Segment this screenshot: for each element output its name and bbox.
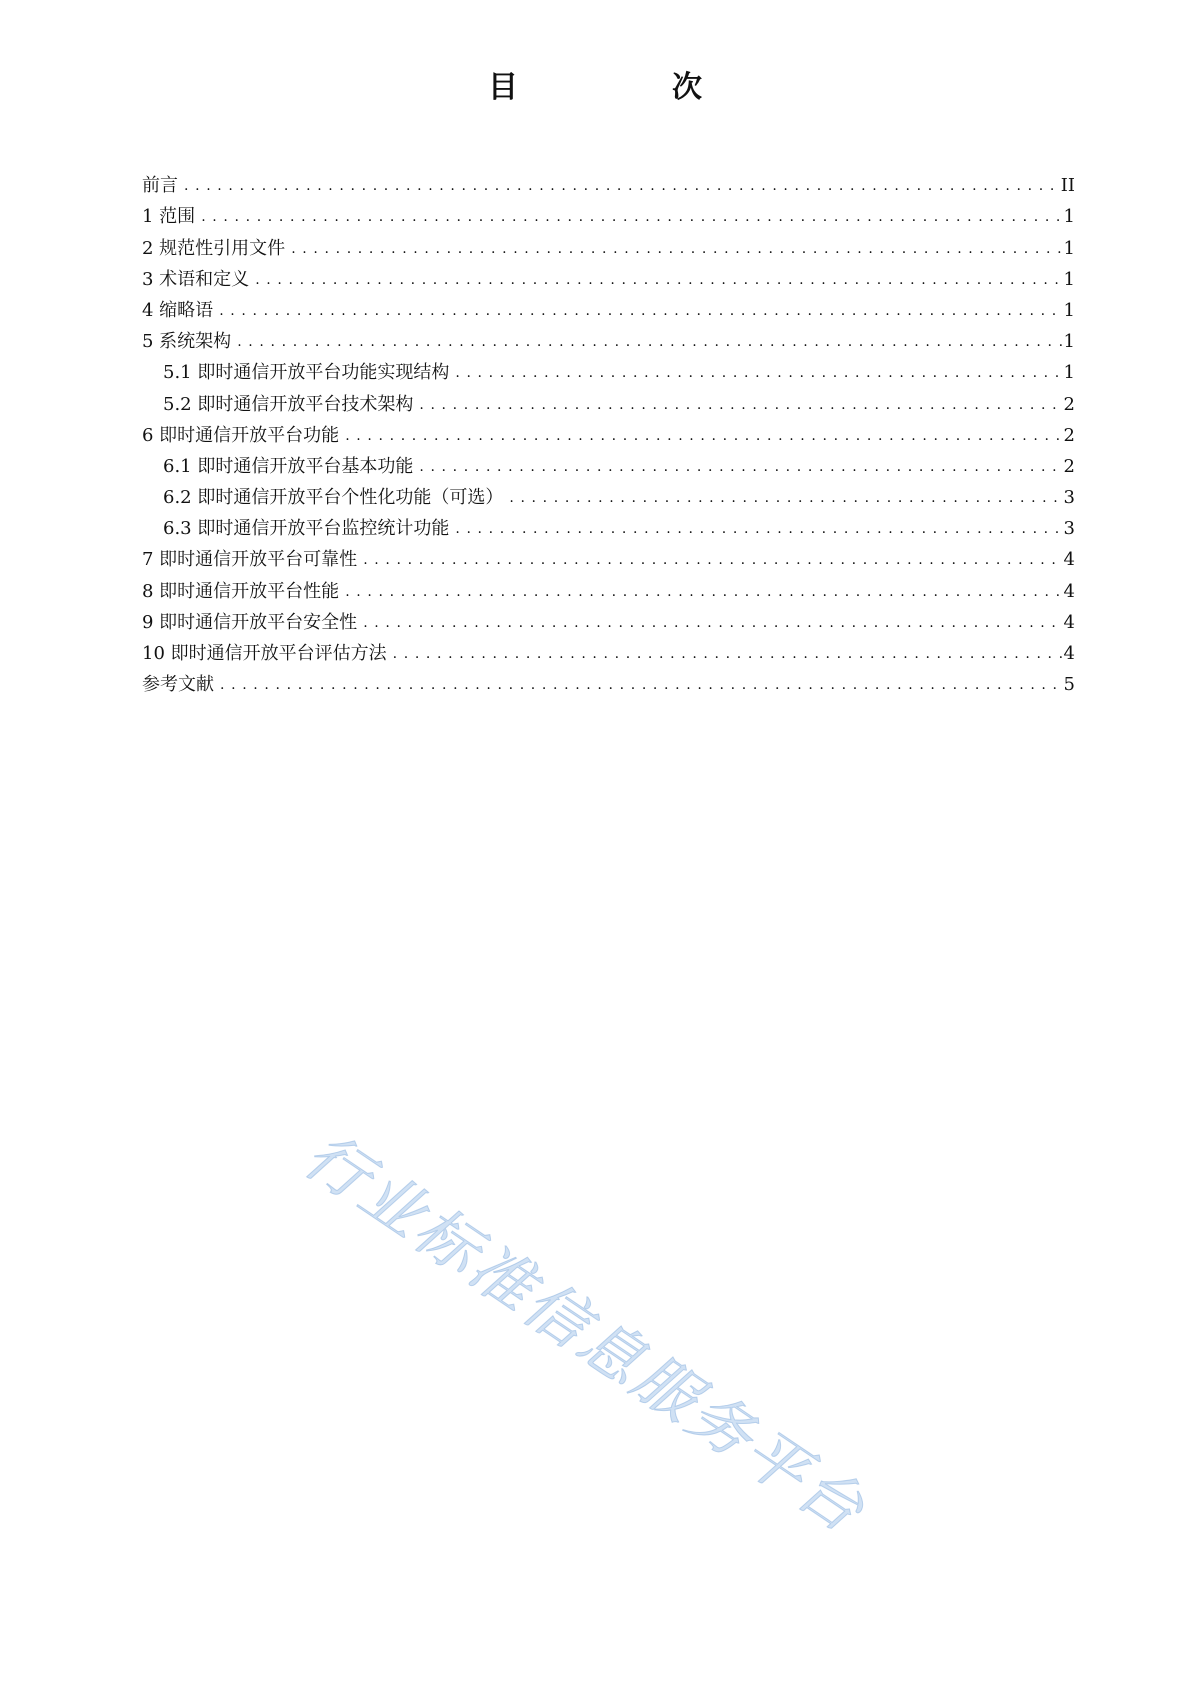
toc-entry[interactable] <box>142 384 1075 415</box>
toc-entry-label: 9 即时通信开放平台安全性 <box>142 611 358 633</box>
toc-entry-page-number: 4 <box>1063 549 1075 571</box>
toc-entry[interactable] <box>142 228 1075 259</box>
toc-leader-dots <box>509 487 1061 509</box>
toc-entry[interactable] <box>142 197 1075 228</box>
toc-entry-label: 1 范围 <box>142 206 196 228</box>
toc-entry-label: 3 术语和定义 <box>142 268 250 290</box>
toc-leader-dots <box>201 206 1061 228</box>
toc-leader-dots <box>345 581 1061 603</box>
page-title: 目 次 <box>488 70 764 105</box>
toc-entry-page-number: 1 <box>1063 206 1075 228</box>
toc-entry-label: 5 系统架构 <box>142 331 232 353</box>
toc-leader-dots <box>393 643 1062 665</box>
toc-entry[interactable] <box>142 634 1075 665</box>
toc-leader-dots <box>291 238 1061 260</box>
toc-entry[interactable] <box>142 478 1075 509</box>
toc-entry-page-number: 1 <box>1063 237 1075 259</box>
toc-leader-dots <box>345 425 1061 447</box>
toc-entry-page-number: II <box>1060 175 1075 197</box>
toc-entry-page-number: 2 <box>1063 393 1075 415</box>
toc-entry[interactable] <box>142 322 1075 353</box>
table-of-contents <box>142 166 1075 696</box>
toc-entry-page-number: 3 <box>1063 518 1075 540</box>
toc-entry[interactable] <box>142 509 1075 540</box>
toc-entry-label: 参考文献 <box>142 674 214 696</box>
toc-entry-label: 5.1 即时通信开放平台功能实现结构 <box>163 362 450 384</box>
toc-entry-label: 6.1 即时通信开放平台基本功能 <box>163 455 414 477</box>
watermark-text: 行业标准信息服务平台 <box>291 1118 880 1548</box>
toc-leader-dots <box>455 362 1061 384</box>
toc-entry-page-number: 1 <box>1063 299 1075 321</box>
toc-leader-dots <box>363 612 1061 634</box>
toc-entry-page-number: 4 <box>1063 643 1075 664</box>
toc-leader-dots <box>220 674 1062 696</box>
toc-leader-dots <box>184 175 1059 197</box>
toc-entry-label: 8 即时通信开放平台性能 <box>142 580 340 602</box>
toc-leader-dots <box>363 549 1061 571</box>
toc-entry-label: 6.3 即时通信开放平台监控统计功能 <box>163 518 450 540</box>
toc-entry-page-number: 4 <box>1063 580 1075 602</box>
toc-entry[interactable] <box>142 447 1075 478</box>
toc-entry-label: 6 即时通信开放平台功能 <box>142 424 340 446</box>
toc-leader-dots <box>419 394 1061 416</box>
toc-entry[interactable] <box>142 540 1075 571</box>
toc-entry-label: 5.2 即时通信开放平台技术架构 <box>163 393 414 415</box>
toc-entry[interactable] <box>142 291 1075 322</box>
toc-entry-label: 2 规范性引用文件 <box>142 237 286 259</box>
toc-entry-label: 4 缩略语 <box>142 299 214 321</box>
toc-leader-dots <box>219 300 1061 322</box>
toc-entry-page-number: 3 <box>1063 487 1075 509</box>
toc-leader-dots <box>419 456 1061 478</box>
toc-entry[interactable] <box>142 603 1075 634</box>
toc-entry[interactable] <box>142 416 1075 447</box>
toc-entry[interactable] <box>142 166 1075 197</box>
toc-leader-dots <box>455 518 1061 540</box>
toc-entry-page-number: 2 <box>1063 455 1075 477</box>
toc-entry[interactable] <box>142 665 1075 696</box>
toc-entry-label: 6.2 即时通信开放平台个性化功能（可选） <box>163 487 504 509</box>
toc-leader-dots <box>255 269 1061 291</box>
toc-entry-label: 前言 <box>142 175 178 197</box>
toc-entry-page-number: 1 <box>1063 331 1075 353</box>
toc-entry-page-number: 1 <box>1063 268 1075 290</box>
toc-entry-label: 7 即时通信开放平台可靠性 <box>142 549 358 571</box>
toc-entry-page-number: 5 <box>1063 674 1075 696</box>
toc-entry-page-number: 1 <box>1063 362 1075 384</box>
toc-entry-label: 10 即时通信开放平台评估方法 <box>142 643 387 664</box>
toc-entry[interactable] <box>142 260 1075 291</box>
toc-entry[interactable] <box>142 571 1075 602</box>
toc-entry[interactable] <box>142 353 1075 384</box>
toc-leader-dots <box>237 331 1061 353</box>
toc-entry-page-number: 2 <box>1063 424 1075 446</box>
toc-entry-page-number: 4 <box>1063 611 1075 633</box>
